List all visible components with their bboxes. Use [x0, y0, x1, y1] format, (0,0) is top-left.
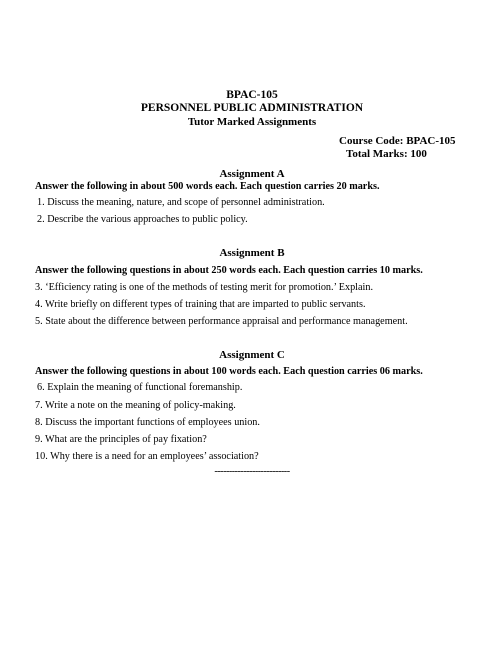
question-7: 7. Write a note on the meaning of policy-making. — [35, 400, 236, 411]
document-subtitle: Tutor Marked Assignments — [187, 116, 317, 128]
question-9: 9. What are the principles of pay fixation? — [35, 434, 207, 445]
assignment-a-heading: Assignment A — [219, 168, 285, 180]
question-4: 4. Write briefly on different types of training that are imparted to public servants. — [35, 299, 366, 310]
assignment-c-heading: Assignment C — [219, 349, 285, 361]
assignment-b-instruction: Answer the following questions in about 250 words each. Each question carries 10 marks. — [35, 265, 423, 276]
end-separator: -------------------------- — [214, 466, 290, 477]
assignment-a-instruction: Answer the following in about 500 words each. Each question carries 20 marks. — [35, 181, 380, 192]
assignment-b-heading: Assignment B — [219, 247, 285, 259]
question-2: 2. Describe the various approaches to public policy. — [37, 214, 248, 225]
question-10: 10. Why there is a need for an employees’ association? — [35, 451, 259, 462]
question-3: 3. ‘Efficiency rating is one of the methods of testing merit for promotion.’ Explain. — [35, 282, 373, 293]
course-code-heading: BPAC-105 — [226, 89, 278, 101]
assignment-c-instruction: Answer the following questions in about 100 words each. Each question carries 06 marks. — [35, 366, 423, 377]
question-8: 8. Discuss the important functions of employees union. — [35, 417, 260, 428]
question-1: 1. Discuss the meaning, nature, and scope of personnel administration. — [37, 197, 325, 208]
course-title: PERSONNEL PUBLIC ADMINISTRATION — [140, 102, 364, 114]
question-6: 6. Explain the meaning of functional foremanship. — [37, 382, 243, 393]
course-code-label: Course Code: BPAC-105 — [339, 135, 456, 147]
total-marks-label: Total Marks: 100 — [346, 148, 427, 160]
question-5: 5. State about the difference between performance appraisal and performance management. — [35, 316, 408, 327]
